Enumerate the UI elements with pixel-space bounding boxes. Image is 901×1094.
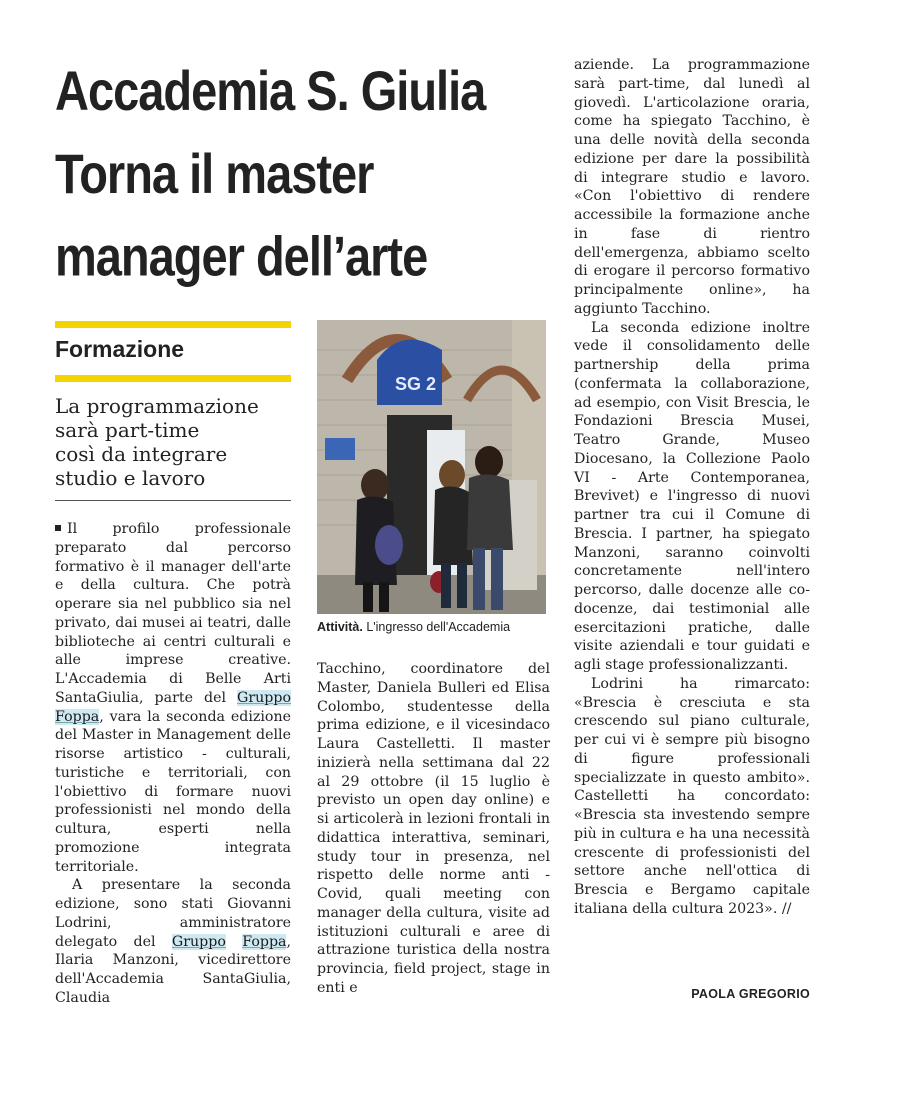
paragraph: La seconda edizione inoltre vede il consolidamento delle partnership della prima (confermata la collaborazione, ad esempio, con Visit Brescia, le Fondazioni Brescia Musei, Teatro Grande, Museo Diocesano, la Collezione Paolo VI - Arte Contemporanea, Brevivet) e l'ingresso di nuovi partner tra cui il Comune di Brescia. I partner, ha spiegato Manzoni, saranno coinvolti concretamente nell'intero percorso, dalle docenze alle co-docenze, dai testimonial alle esercitazioni pratiche, dalle visite aziendali e tour guidati e agli stage professionalizzanti. — [574, 319, 810, 673]
group-link[interactable]: Gruppo — [171, 933, 226, 950]
article-column-1 — [55, 520, 291, 1008]
byline: PAOLA GREGORIO — [691, 987, 810, 1001]
caption-text: L'ingresso dell'Accademia — [362, 620, 511, 634]
text-run: A presentare la seconda edizione, sono stati Giovanni Lodrini, amministratore delegato del — [55, 877, 291, 950]
accent-bar-top — [55, 321, 291, 328]
headline-line: Torna il master — [55, 142, 374, 205]
foppa-link[interactable]: Foppa — [242, 933, 287, 950]
paragraph — [55, 520, 291, 876]
paragraph: Lodrini ha rimarcato: «Brescia è cresciuta e sta crescendo sul piano culturale, per cui vi è sempre più bisogno di figure professionali specializzate in questo ambito». Castelletti ha concordato: «Brescia sta investendo sempre più in cultura e ha una necessità crescente di professionisti del settore anche nell'ottica di Brescia e Bergamo capitale italiana della cultura 2023». // — [574, 675, 810, 917]
group-link[interactable]: Gruppo — [237, 689, 292, 706]
deck-line: La programmazione — [55, 394, 259, 418]
article-column-2 — [317, 660, 550, 998]
headline-line: Accademia S. Giulia — [55, 59, 486, 122]
article-photo — [317, 320, 546, 614]
sign-text: SG 2 — [395, 374, 437, 394]
text-run: Il profilo professionale preparato dal percorso formativo è il manager dell'arte e della cultura. Che potrà operare sia nel pubblico sia nel privato, dai musei ai teatri, dalle biblioteche ai centri culturali e alle imprese creative. L'Accademia di Belle Arti SantaGiulia, parte del — [55, 521, 291, 706]
text-run: , vara la seconda edizione del Master in Management delle risorse artistico - culturali, turistiche e territoriali, con l'obiettivo di formare nuovi professionisti nel mondo della cultura, esperti nella promozione integrata territoriale. — [55, 708, 291, 875]
paragraph: aziende. La programmazione sarà part-time, dal lunedì al giovedì. L'articolazione oraria, come ha spiegato Tacchino, è una delle novità della seconda edizione per dare la possibilità di integrare studio e lavoro. «Con l'obiettivo di rendere accessibile la formazione anche in fase di rientro dell'emergenza, abbiamo scelto di erogare il percorso formativo principalmente online», ha aggiunto Tacchino. — [574, 57, 810, 317]
foppa-link[interactable]: Foppa — [55, 708, 100, 725]
deck-line: studio e lavoro — [55, 466, 206, 490]
photo-caption — [317, 620, 557, 634]
deck-divider — [55, 500, 291, 501]
deck-line: così da integrare — [55, 442, 228, 466]
section-label: Formazione — [55, 336, 185, 362]
deck — [55, 394, 291, 490]
paragraph — [55, 876, 291, 1007]
accent-bar-bottom — [55, 375, 291, 382]
paragraph: Tacchino, coordinatore del Master, Daniela Bulleri ed Elisa Colombo, studentesse della prima edizione, e il vicesindaco Laura Castelletti. Il master inizierà nella settimana dal 22 al 29 ottobre (il 15 luglio è previsto un open day online) e si articolerà in lezioni frontali in didattica interattiva, seminari, study tour in presenza, nel rispetto delle norme anti - Covid, quali meeting con manager della cultura, visite ad istituzioni culturali e aree di attrazione turistica della nostra provincia, field project, stage in enti e — [317, 661, 550, 996]
article-column-3 — [574, 56, 810, 919]
deck-line: sarà part-time — [55, 418, 200, 442]
text-run: , Ilaria Manzoni, vicedirettore dell'Accademia SantaGiulia, Claudia — [55, 933, 291, 1006]
headline-line: manager dell’arte — [55, 224, 428, 288]
bullet-square-icon — [55, 525, 61, 531]
headline — [55, 50, 575, 298]
caption-label: Attività. — [317, 620, 363, 634]
